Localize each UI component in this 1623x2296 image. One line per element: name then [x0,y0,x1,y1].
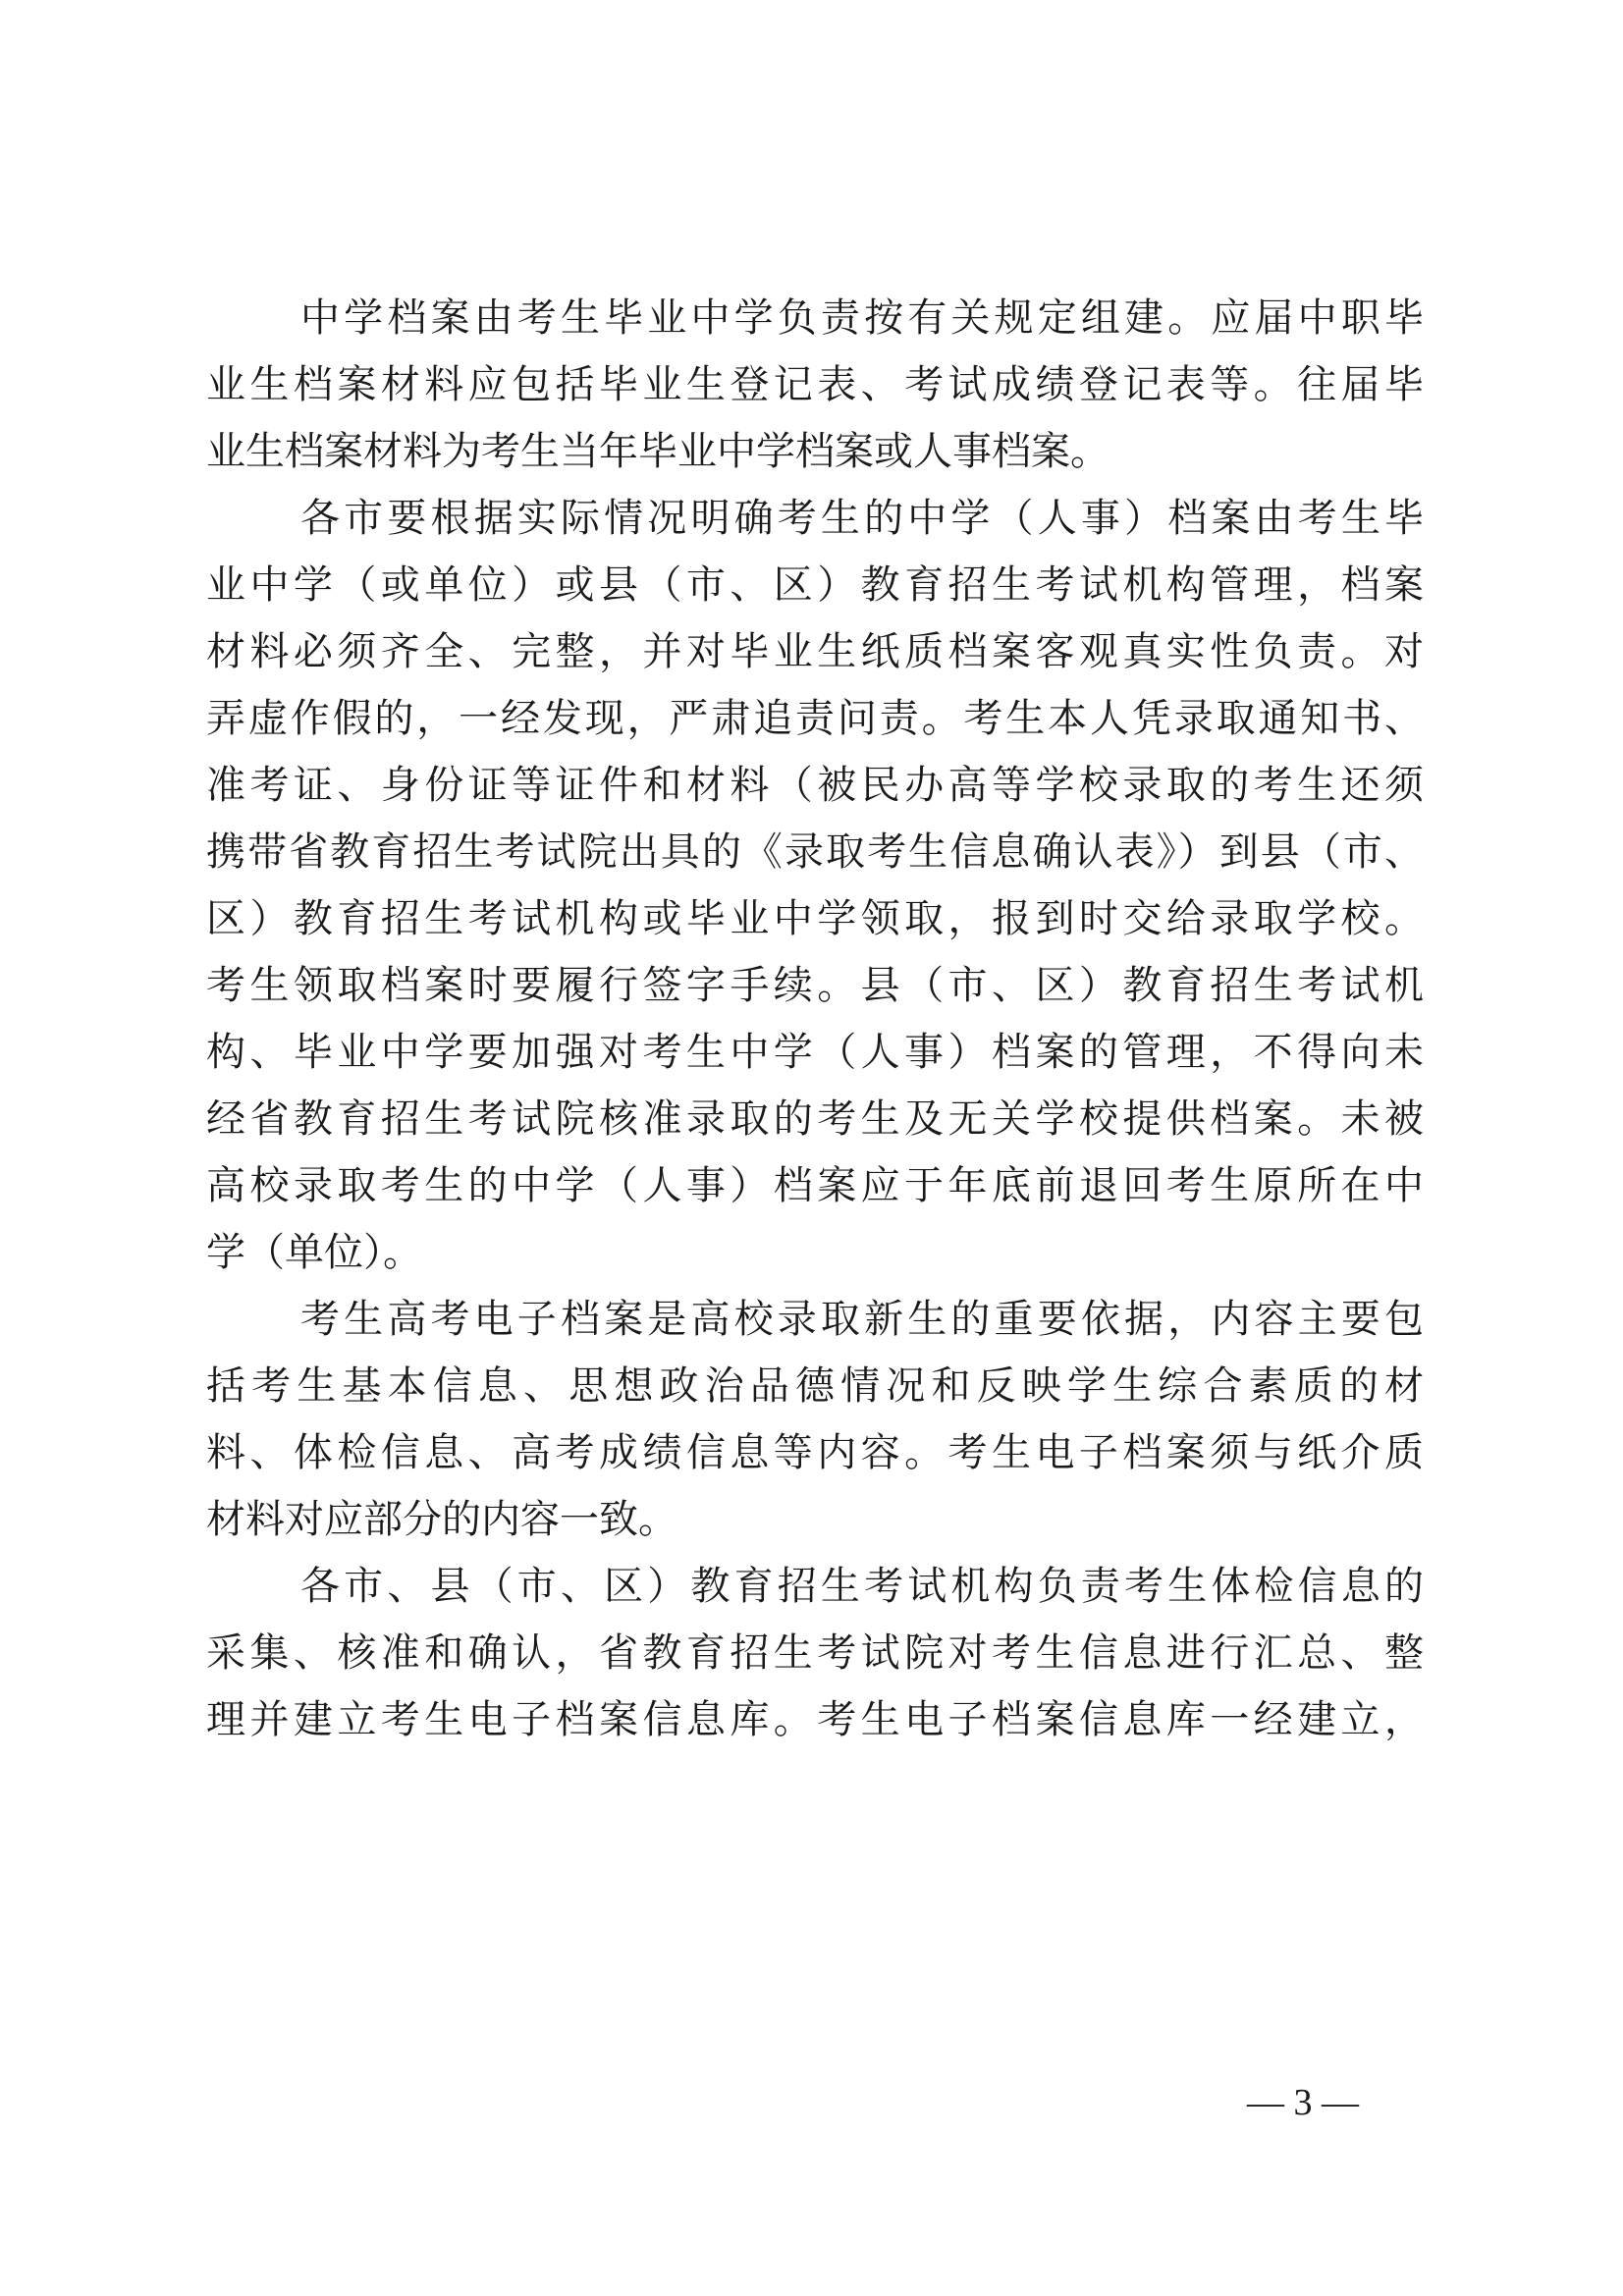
text-line: 理并建立考生电子档案信息库。考生电子档案信息库一经建立， [206,1697,1424,1742]
paragraph-2 [206,485,1424,1286]
text-line: 各市、县（市、区）教育招生考试机构负责考生体检信息的 [300,1564,1424,1609]
paragraph-3 [206,1286,1424,1553]
text-line: 高校录取考生的中学（人事）档案应于年底前退回考生原所在中 [206,1163,1424,1208]
text-line: 各市要根据实际情况明确考生的中学（人事）档案由考生毕 [300,496,1424,541]
text-line: 弄虚作假的，一经发现，严肃追责问责。考生本人凭录取通知书、 [206,696,1424,741]
text-line: 料、体检信息、高考成绩信息等内容。考生电子档案须与纸介质 [206,1430,1424,1475]
paragraph-1 [206,285,1424,485]
paragraph-4 [206,1553,1424,1753]
text-line: 业生档案材料为考生当年毕业中学档案或人事档案。 [206,429,1109,474]
text-line: 准考证、身份证等证件和材料（被民办高等学校录取的考生还须 [206,763,1424,808]
text-line: 考生高考电子档案是高校录取新生的重要依据，内容主要包 [300,1297,1424,1342]
text-line: 考生领取档案时要履行签字手续。县（市、区）教育招生考试机 [206,963,1424,1008]
text-line: 采集、核准和确认，省教育招生考试院对考生信息进行汇总、整 [206,1630,1424,1676]
text-line: 括考生基本信息、思想政治品德情况和反映学生综合素质的材 [206,1363,1424,1409]
text-line: 携带省教育招生考试院出具的《录取考生信息确认表》）到县（市、 [206,829,1424,875]
text-line: 学（单位）。 [206,1230,422,1275]
page-number: — 3 — [1247,2082,1359,2123]
text-line: 经省教育招生考试院核准录取的考生及无关学校提供档案。未被 [206,1096,1424,1142]
text-line: 区）教育招生考试机构或毕业中学领取，报到时交给录取学校。 [206,896,1424,941]
text-line: 材料必须齐全、完整，并对毕业生纸质档案客观真实性负责。对 [206,629,1424,674]
text-line: 业生档案材料应包括毕业生登记表、考试成绩登记表等。往届毕 [206,362,1424,407]
body-text [206,285,1424,1753]
text-line: 中学档案由考生毕业中学负责按有关规定组建。应届中职毕 [300,295,1424,341]
text-line: 材料对应部分的内容一致。 [206,1497,677,1542]
text-line: 构、毕业中学要加强对考生中学（人事）档案的管理，不得向未 [206,1030,1424,1075]
text-line: 业中学（或单位）或县（市、区）教育招生考试机构管理，档案 [206,562,1424,608]
